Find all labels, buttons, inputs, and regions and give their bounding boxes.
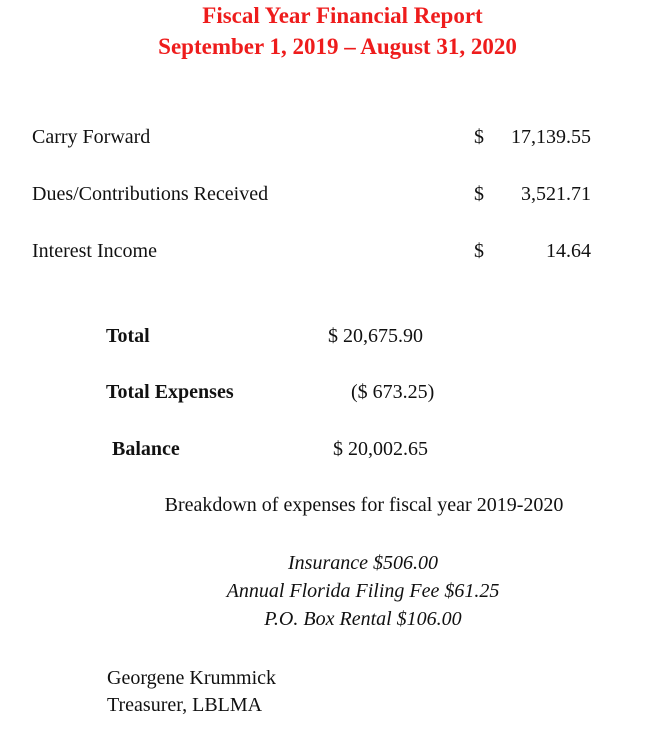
income-currency: $ xyxy=(474,126,484,148)
total-expenses-value: ($ 673.25) xyxy=(351,381,435,403)
income-label: Carry Forward xyxy=(32,126,151,148)
income-amount: 17,139.55 xyxy=(511,126,591,148)
breakdown-title: Breakdown of expenses for fiscal year 2019-2020 xyxy=(164,494,564,516)
signatory-role: Treasurer, LBLMA xyxy=(107,694,263,716)
balance-label: Balance xyxy=(112,438,180,460)
total-expenses-label: Total Expenses xyxy=(106,381,234,403)
expense-item: P.O. Box Rental $106.00 xyxy=(264,608,462,630)
expense-item: Annual Florida Filing Fee $61.25 xyxy=(226,580,500,602)
income-currency: $ xyxy=(474,240,484,262)
income-amount: 3,521.71 xyxy=(521,183,591,205)
total-label: Total xyxy=(106,325,150,347)
report-title: Fiscal Year Financial Report xyxy=(202,3,483,28)
income-label: Interest Income xyxy=(32,240,157,262)
income-currency: $ xyxy=(474,183,484,205)
signatory-name: Georgene Krummick xyxy=(107,667,277,689)
income-label: Dues/Contributions Received xyxy=(32,183,269,205)
expense-item: Insurance $506.00 xyxy=(288,552,438,574)
report-period: September 1, 2019 – August 31, 2020 xyxy=(158,34,517,59)
income-amount: 14.64 xyxy=(546,240,591,262)
total-value: $ 20,675.90 xyxy=(328,325,423,347)
balance-value: $ 20,002.65 xyxy=(333,438,428,460)
